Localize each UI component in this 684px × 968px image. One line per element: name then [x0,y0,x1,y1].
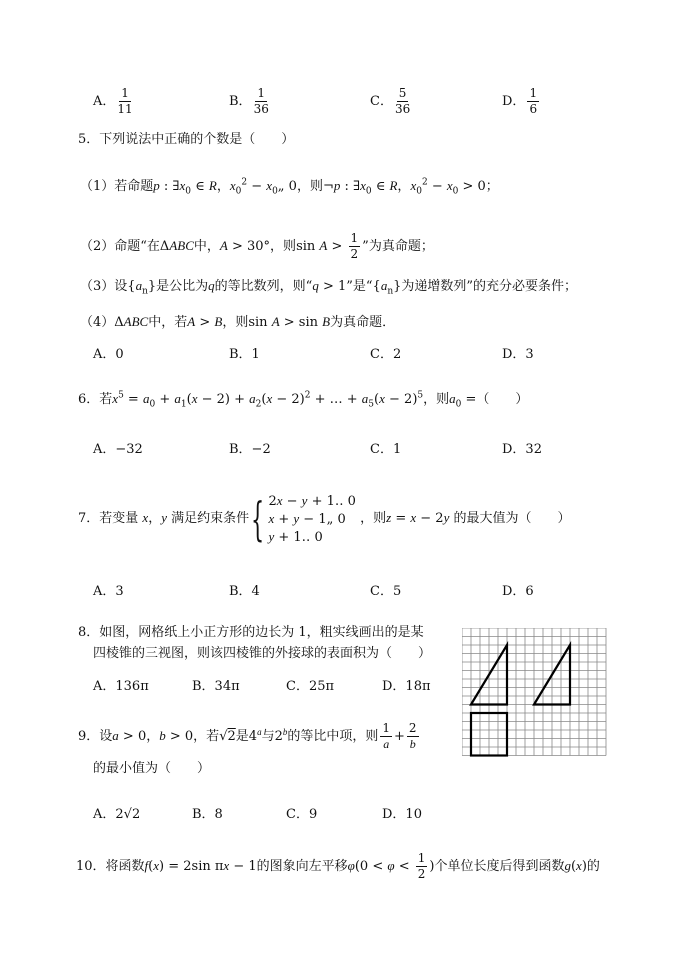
q9-option-d: D．10 [382,807,422,822]
q9-option-c: C．9 [286,807,318,822]
q6-option-a: A．−32 [93,442,143,457]
q4-option-c: C． $\frac{5}{36}$ [370,86,411,116]
q7-option-a: A．3 [93,584,124,599]
three-view-figure [462,628,608,758]
q9-line2: 的最小值为（ ） [93,761,211,776]
q8-option-b: B．34π [192,679,240,694]
q4-option-a: A． $\frac{1}{11}$ [93,86,133,116]
q4-option-b: B． $\frac{1}{36}$ [229,86,269,116]
q7-stem: 7．若变量 x，y 满足约束条件 { 2x − y + 1‥ 0 x + y − 1„ 0 y + 1‥ 0 ，则z = x − 2y 的最大值为（ ） [78,491,571,546]
q6-option-d: D．32 [502,442,542,457]
q5-option-c: C．2 [370,347,402,362]
q5-item2: （2）命题“在ΔABC中，A > 30°，则sin A > $\frac{1}{2}$ ”为真命题； [80,231,434,261]
q8-option-c: C．25π [286,679,335,694]
q7-option-b: B．4 [229,584,260,599]
q5-option-d: D．3 [502,347,534,362]
q10-stem: 10．将函数f(x) = 2sin πx − 1的图象向左平移φ(0 < φ < $\frac{1}{2}$ )个单位长度后得到函数g(x)的 [76,851,600,881]
q9-option-a: A．2√2 [93,807,141,822]
q7-option-d: D．6 [502,584,534,599]
q8-line1: 8．如图，网格纸上小正方形的边长为 1，粗实线画出的是某 [78,625,424,640]
q5-option-a: A．0 [93,347,124,362]
q5-option-b: B．1 [229,347,260,362]
q9-stem: 9．设a > 0，b > 0，若√2是4$^a$与2$^b$的等比中项，则 $\frac{1}{a}$ + $\frac{2}{b}$ [78,721,417,751]
q8-option-d: D．18π [382,679,431,694]
q6-option-b: B．−2 [229,442,271,457]
q5-item1: （1）若命题p : $\exists x_0$ ∈ R，$x_0^2$ − $x_0„$ 0，则¬p : $\exists x_0$ ∈ R，$x_0^2 - x_0 > 0$； [80,177,499,197]
q6-option-c: C．1 [370,442,402,457]
constraint-system: { 2x − y + 1‥ 0 x + y − 1„ 0 y + 1‥ 0 [251,491,356,546]
q8-option-a: A．136π [93,679,149,694]
q5-stem: 5．下列说法中正确的个数是（ ） [78,132,295,147]
q7-option-c: C．5 [370,584,402,599]
q9-option-b: B．8 [192,807,223,822]
q5-item4: （4）ΔABC中，若A > B，则sin A > sin B为真命题． [80,314,396,330]
q6-stem: 6．若$x^5 = a_0 + a_1(x - 2) + a_2(x - 2)^2$ + … + $a_5(x - 2)^5$，则$a_0$ =（ ） [78,390,529,410]
q8-line2: 四棱锥的三视图，则该四棱锥的外接球的表面积为（ ） [93,646,432,661]
grid-lines [462,628,606,756]
q4-option-d: D． $\frac{1}{6}$ [502,86,538,116]
q5-item3: （3）设$\{a_n\}$是公比为q的等比数列，则“q > 1”是“$\{a_n\}$为递增数列”的充分必要条件； [80,278,578,297]
